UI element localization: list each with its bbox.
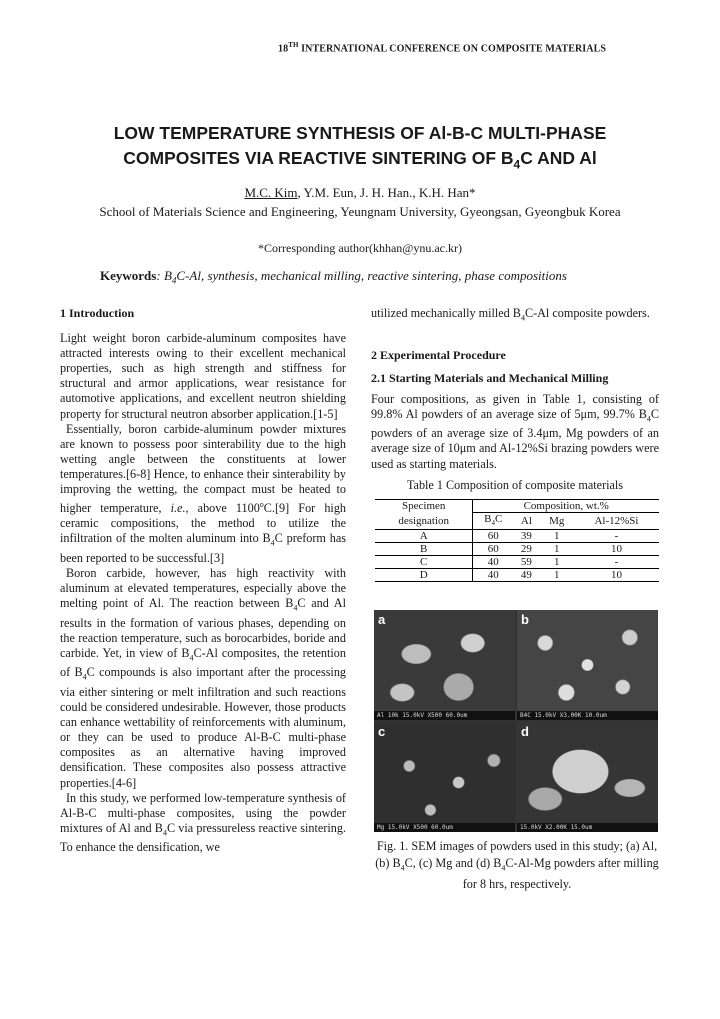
composition-table <box>375 499 659 582</box>
panel-label-b: b <box>521 612 529 627</box>
first-author: M.C. Kim <box>244 185 298 200</box>
col-header-alsi: Al-12%Si <box>574 512 659 529</box>
col-header-al: Al <box>513 512 540 529</box>
col-header-b4c: $B_4C$ <box>473 512 513 529</box>
panel-label-a: a <box>378 612 386 627</box>
sem-panel-c <box>374 722 515 832</box>
conference-header: 18TH INTERNATIONAL CONFERENCE ON COMPOSITE MATERIALS <box>278 41 607 55</box>
intro-paragraph-1: Light weight boron carbide-aluminum composites have attracted interests owing to their excellent mechanical properties, such as high strength and stiffness for structural and armor applications, wear resistance for automotive applications, and excellent neutron shielding property for structural neutron absorber application.[1-5] <box>60 331 346 421</box>
author-list: M.C. Kim, Y.M. Eun, J. H. Han., K.H. Han* <box>244 185 476 200</box>
sem-panel-a <box>374 610 515 720</box>
intro-continuation: utilized mechanically milled $B_4C-Al$ composite powders. <box>371 306 650 323</box>
subsection-heading-materials: 2.1 Starting Materials and Mechanical Milling <box>371 370 609 385</box>
intro-paragraph-2: Essentially, boron carbide-aluminum powder mixtures are known to possess poor sinterability due to the high wetting angle between the constituents at lower temperatures.[6-8] Hence, to enhance their sinterability by improving the wetting, the compact must be heated to higher temperature, i.e., above 1100$^o$C.[9] For high ceramic compositions, the method to utilize the infiltration of the molten aluminum into $B_4C$ preform has been reported to be successful.[3] <box>60 421 346 565</box>
section-heading-experimental: 2 Experimental Procedure <box>371 347 506 362</box>
left-column <box>60 306 346 855</box>
sem-panel-b <box>517 610 658 720</box>
sem-figure <box>374 610 658 832</box>
title-line-2: COMPOSITES VIA REACTIVE SINTERING OF $B_4C$ AND Al <box>123 148 597 172</box>
sem-scale-bar-a: Al 10k 15.0kV X500 60.0um <box>374 711 515 720</box>
specimen-header: Specimen <box>375 499 473 512</box>
table-row: A 60 39 1 - <box>375 529 659 542</box>
intro-paragraph-4: In this study, we performed low-temperature synthesis of Al-B-C multi-phase composites, using the powder mixtures of Al and $B_4C$ via pressureless reactive sintering. To enhance the densification, we <box>60 790 346 855</box>
table-row: C 40 59 1 - <box>375 555 659 568</box>
col-header-mg: Mg <box>540 512 574 529</box>
sem-scale-bar-d: 15.0kV X2.00K 15.0um <box>517 823 658 832</box>
table-caption: Table 1 Composition of composite materials <box>406 477 624 492</box>
corresponding-author: *Corresponding author(khhan@ynu.ac.kr) <box>258 241 462 255</box>
sem-scale-bar-c: Mg 15.0kV X500 60.0um <box>374 823 515 832</box>
title-line-1: LOW TEMPERATURE SYNTHESIS OF Al-B-C MULTI-PHASE <box>113 123 607 143</box>
keywords: Keywords: $B_4C-Al$, synthesis, mechanical milling, reactive sintering, phase compositions <box>100 268 567 286</box>
table-row: B 60 29 1 10 <box>375 542 659 555</box>
sem-scale-bar-b: B4C 15.0kV X3.00K 10.0um <box>517 711 658 720</box>
affiliation: School of Materials Science and Engineering, Yeungnam University, Gyeongsan, Gyeongbuk Korea <box>99 204 621 219</box>
intro-paragraph-3: Boron carbide, however, has high reactivity with aluminum at elevated temperatures, especially above the melting point of Al. The reaction between $B_4C$ and Al results in the formation of various phases, depending on the reaction temperature, such as borocarbides, boride and carbide. Yet, in view of $B_4C-Al$ composites, the retention of $B_4C$ compounds is also important after the processing via either sintering or melt infiltration and such reactions could be considered undesirable. However, those products can enhance wettability of reinforcements with aluminum, or they can be used to produce Al-B-C multi-phase composites as an alternative having improved densification. These composites also possess attractive properties.[4-6] <box>60 566 347 790</box>
panel-label-c: c <box>378 724 386 739</box>
materials-paragraph: Four compositions, as given in Table 1, consisting of 99.8% Al powders of an average size of 5μm, 99.7% $B_4C$ powders of an average size of 3.4μm, Mg powders of an average size of 10μm and Al-12%Si brazing powders were used as starting materials. <box>371 391 659 471</box>
right-column <box>371 306 659 582</box>
panel-label-d: d <box>521 724 529 739</box>
table-row: D 40 49 1 10 <box>375 568 659 581</box>
section-heading-introduction: 1 Introduction <box>60 306 135 320</box>
composition-header: Composition, wt.% <box>473 499 659 512</box>
sem-panel-d <box>517 722 658 832</box>
designation-header: designation <box>375 512 473 529</box>
paper-title <box>40 121 680 178</box>
figure-caption: Fig. 1. SEM images of powders used in this study; (a) Al, (b) $B_4C$, (c) Mg and (d) $B_4C-Al-Mg$ powders after milling for 8 hrs, respectively. <box>375 839 659 892</box>
